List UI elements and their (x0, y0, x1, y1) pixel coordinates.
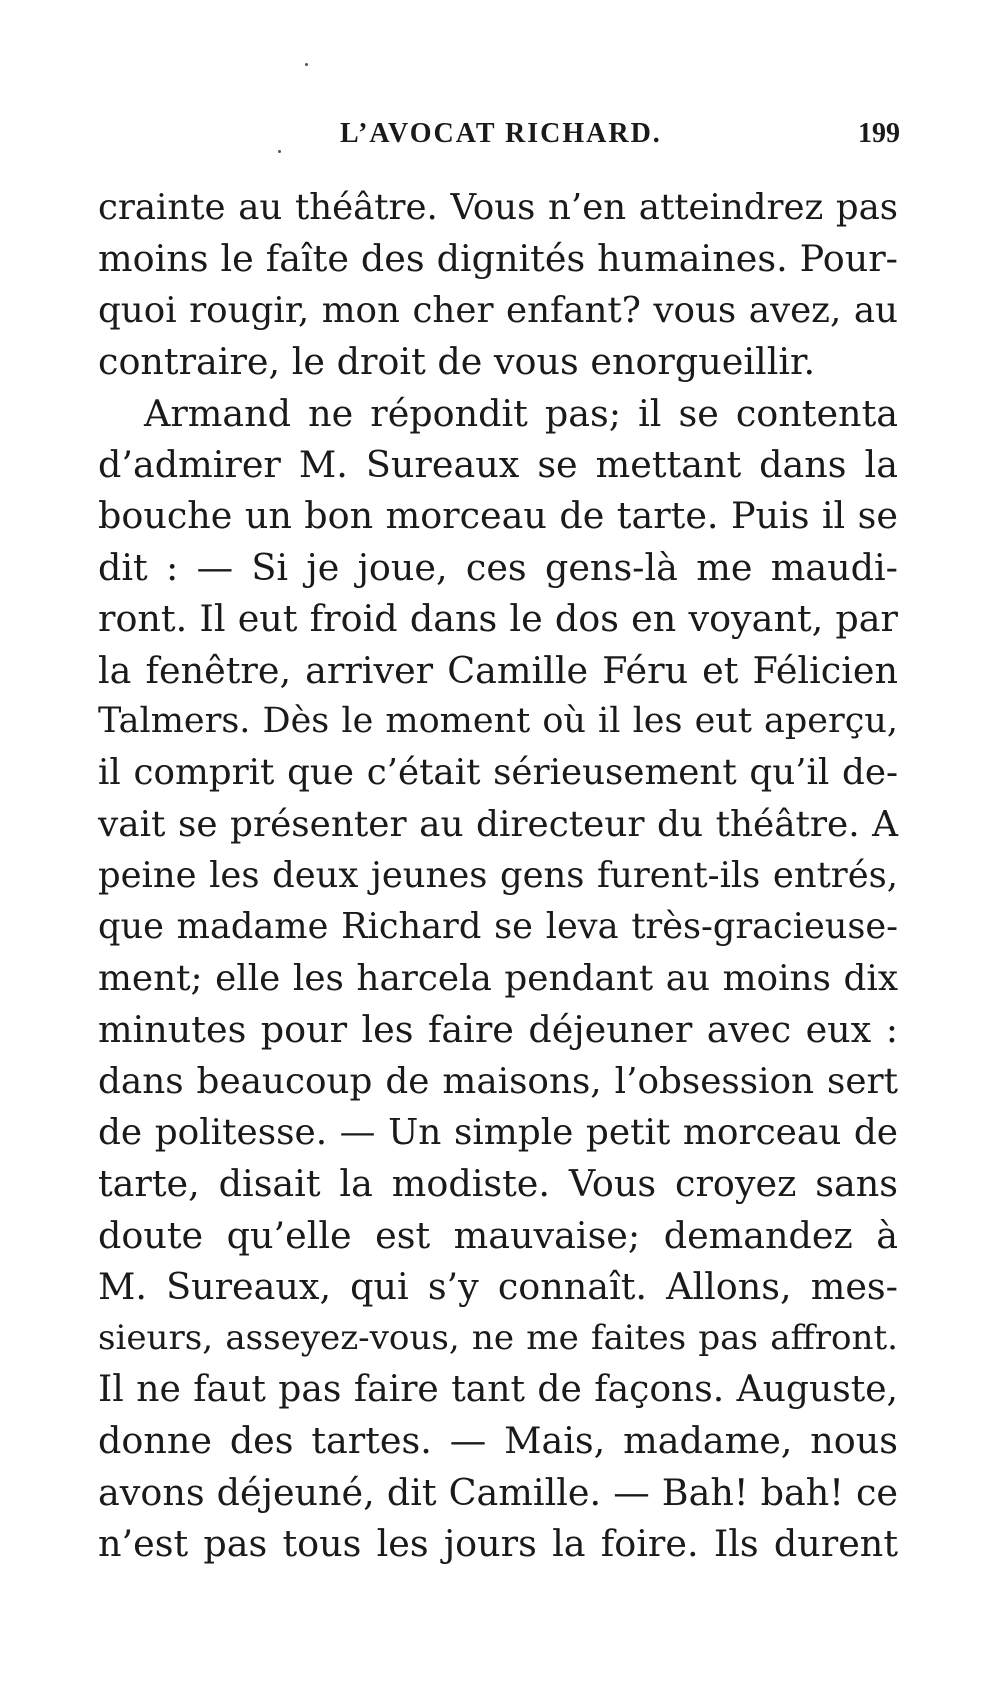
text-line: quoi rougir, mon cher enfant? vous avez, au (98, 289, 898, 331)
text-line: vait se présenter au directeur du théâtre. A (98, 803, 898, 845)
text-line: contraire, le droit de vous enorgueillir. (98, 340, 816, 384)
text-line: la fenêtre, arriver Camille Féru et Félicien (98, 648, 898, 692)
text-line: minutes pour les faire déjeuner avec eux : (98, 1008, 898, 1052)
running-title: L’AVOCAT RICHARD. (340, 118, 662, 149)
text-line: d’admirer M. Sureaux se mettant dans la (98, 442, 898, 486)
text-line: M. Sureaux, qui s’y connaît. Allons, mes- (98, 1265, 898, 1309)
text-line: Talmers. Dès le moment où il les eut aperçu, (98, 700, 898, 741)
text-line: ront. Il eut froid dans le dos en voyant, par (98, 597, 898, 641)
text-line: bouche un bon morceau de tarte. Puis il se (98, 494, 898, 538)
text-line: il comprit que c’était sérieusement qu’il de- (98, 752, 898, 794)
text-line: avons déjeuné, dit Camille. — Bah! bah! ce (98, 1470, 898, 1514)
text-line: dit : — Si je joue, ces gens-là me maudi- (98, 545, 898, 589)
print-speck (305, 63, 308, 66)
text-line: moins le faîte des dignités humaines. Pour- (98, 237, 898, 281)
text-line: Il ne faut pas faire tant de façons. Auguste, (98, 1367, 898, 1410)
text-line: dans beaucoup de maisons, l’obsession sert (98, 1060, 898, 1102)
text-line: de politesse. — Un simple petit morceau de (98, 1112, 898, 1154)
print-speck (278, 150, 281, 153)
text-line: n’est pas tous les jours la foire. Ils durent (98, 1522, 898, 1566)
text-line: tarte, disait la modiste. Vous croyez sans (98, 1162, 898, 1206)
text-line: crainte au théâtre. Vous n’en atteindrez pas (98, 187, 898, 228)
text-line: Armand ne répondit pas; il se contenta (144, 391, 898, 435)
body-text (98, 182, 898, 1570)
text-line: ment; elle les harcela pendant au moins dix (98, 957, 898, 999)
text-line: que madame Richard se leva très-gracieuse- (98, 906, 898, 948)
text-line: sieurs, asseyez-vous, ne me faites pas affront. (98, 1317, 898, 1358)
text-line: donne des tartes. — Mais, madame, nous (98, 1419, 898, 1463)
text-line: peine les deux jeunes gens furent-ils entrés, (98, 855, 898, 897)
running-head (100, 118, 900, 158)
page-number: 199 (858, 118, 900, 149)
text-line: doute qu’elle est mauvaise; demandez à (98, 1213, 898, 1257)
